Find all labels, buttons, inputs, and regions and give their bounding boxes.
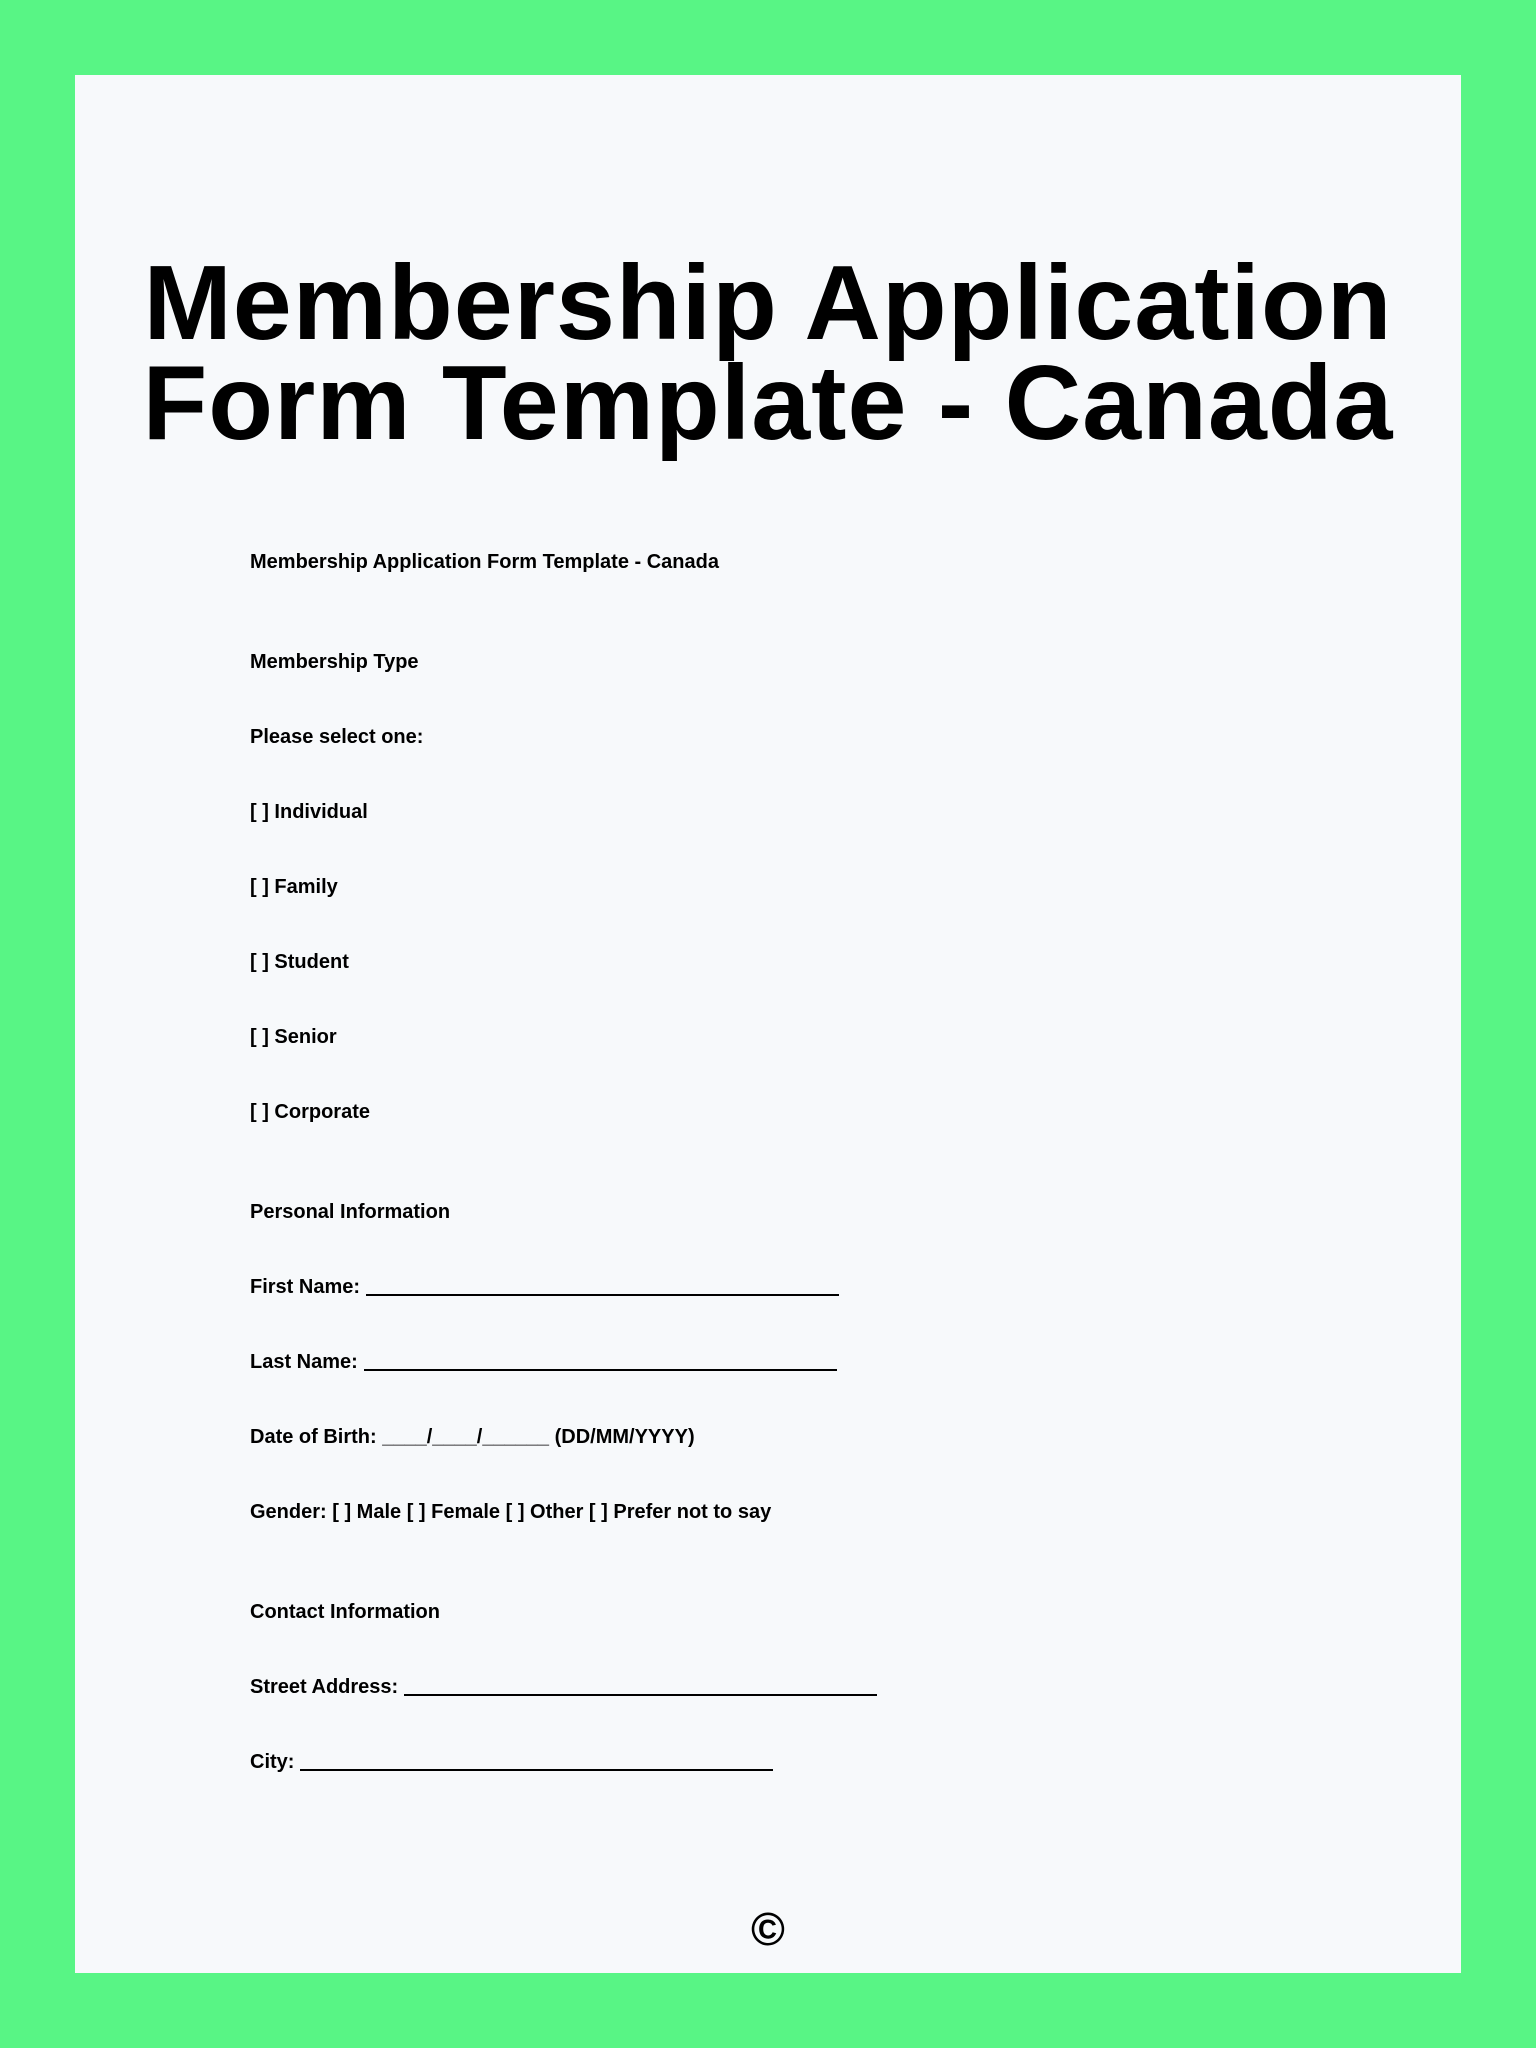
street-address-input-line[interactable] [404,1676,877,1696]
membership-type-heading: Membership Type [250,651,419,673]
city-input-line[interactable] [300,1751,773,1771]
form-page [75,75,1461,1973]
last-name-label: Last Name: [250,1351,358,1373]
first-name-field [250,1275,839,1299]
date-of-birth-field[interactable]: Date of Birth: ____/____/______ (DD/MM/YYYY) [250,1426,695,1448]
first-name-input-line[interactable] [366,1276,839,1296]
membership-prompt: Please select one: [250,726,424,748]
form-subtitle: Membership Application Form Template - Canada [250,551,719,573]
first-name-label: First Name: [250,1276,361,1298]
last-name-input-line[interactable] [364,1351,837,1371]
city-label: City: [250,1751,295,1773]
copyright-icon: © [751,1903,785,1955]
gender-field[interactable]: Gender: [ ] Male [ ] Female [ ] Other [ ] Prefer not to say [250,1501,772,1523]
option-senior[interactable]: [ ] Senior [250,1026,337,1048]
street-address-label: Street Address: [250,1676,399,1698]
last-name-field [250,1350,837,1374]
option-individual[interactable]: [ ] Individual [250,801,368,823]
contact-info-heading: Contact Information [250,1601,440,1623]
option-student[interactable]: [ ] Student [250,951,349,973]
option-family[interactable]: [ ] Family [250,876,338,898]
street-address-field [250,1675,877,1699]
page-title: Membership Application Form Template - Canada [142,244,1394,462]
personal-info-heading: Personal Information [250,1201,451,1223]
city-field [250,1750,773,1774]
option-corporate[interactable]: [ ] Corporate [250,1101,370,1123]
